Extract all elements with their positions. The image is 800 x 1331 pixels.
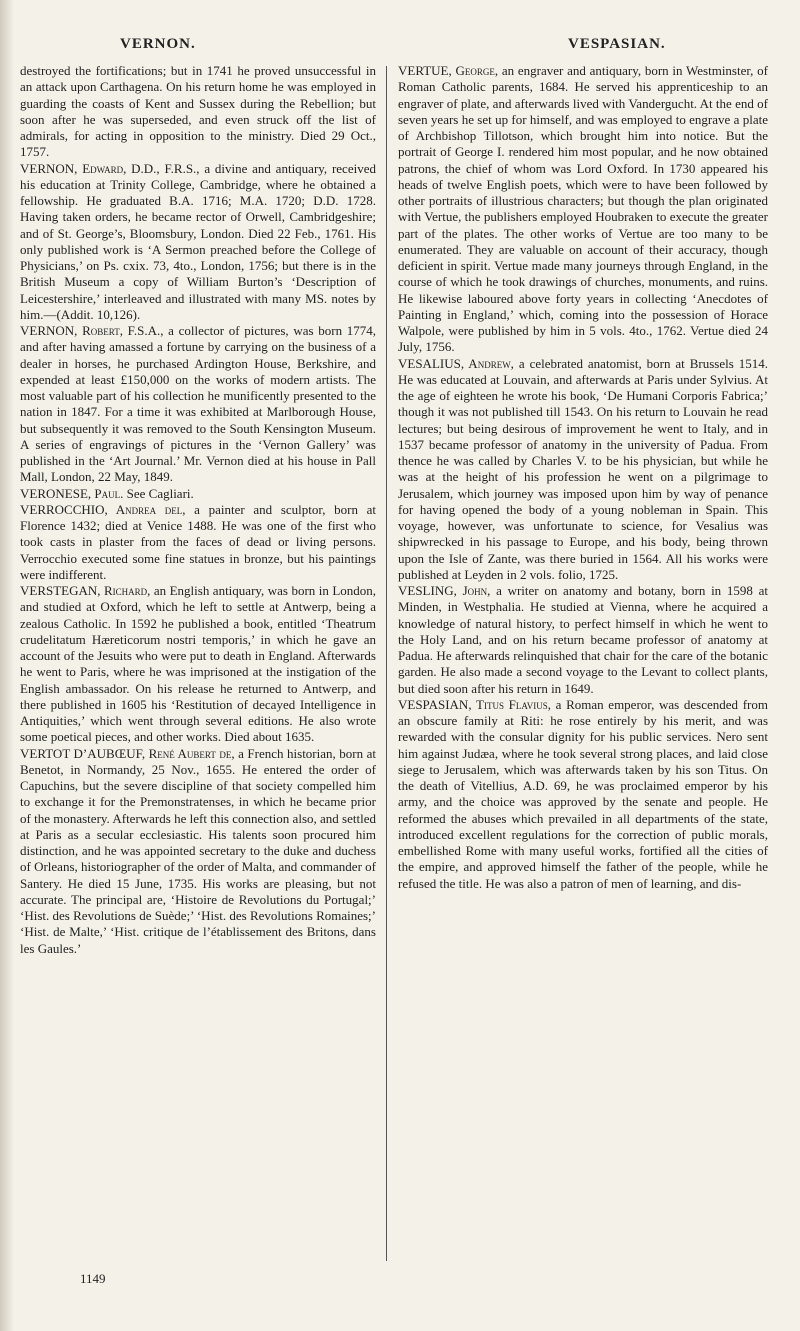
entry-text: a divine and antiquary, received his education at Trinity College, Cambridge, where he obtained a fellowship. He graduated B.A. 1716; M.A. 1720; D.D. 1728. Having taken orders, he became rector of Orwell, Cambridgeshire; and of St. George’s, Bloomsbury, London. Died 22 Feb., 1761. His only published work is ‘A Sermon preached before the College of Physicians,’ on Ps. cxix. 73, 4to., London, 1756; but there is in the British Museum a copy of William Burton’s ‘Description of Leicestershire,’ interleaved and illustrated with many MS. notes by him.—(Addit. 10,126). [20,160,376,322]
page-number: 1149 [80,1271,106,1286]
entry-headword: VERROCCHIO, Andrea del, [20,501,186,517]
dictionary-entry [20,583,376,746]
dictionary-entry [398,63,768,356]
entry-text: See Cagliari. [123,485,194,501]
dictionary-entry [20,63,376,161]
dictionary-entry [20,161,376,324]
running-header-left: VERNON. [120,36,196,52]
dictionary-entry [20,502,376,583]
entry-headword: VESLING, John, [398,583,491,598]
dictionary-entry [398,356,768,584]
page-gutter-shadow [0,0,14,1331]
entry-text: an engraver and antiquary, born in Westminster, of Roman Catholic parents, 1684. He served his apprenticeship to an engraver of plate, and afterwards lived with Vandergucht. At the end of seven years he set up for himself, and was employed to engrave a plate of Archbishop Tillotson, which brought him into notice. But the portrait of George I. rendered him most popular, and he now obtained patrons, the chief of whom was Lord Oxford. In 1730 appeared his heads of twelve English poets, which were to have been followed by other portraits of illustrious characters; but though the plan originated with Vertue, the publishers employed Houbraken to execute the greater part of the plates. The other works of Vertue are too many to be enumerated. They are valuable on account of their accuracy, though deficient in spirit. Vertue made many journeys through England, in the course of which he took drawings of churches, monuments, and ruins. He likewise laboured above forty years in collecting ‘Anecdotes of Painting in England,’ which, coming into the possession of Horace Walpole, were published by him in 5 vols. 4to., 1762. Vertue died 24 July, 1756. [398,63,769,355]
right-column [398,63,768,892]
entry-text: a celebrated anatomist, born at Brussels 1514. He was educated at Louvain, and afterwards at Paris under Sylvius. At the age of eighteen he wrote his book, ‘De Humani Corporis Fabrica;’ though it was not published till 1543. On his return to Louvain he read lectures; but being desirous of improvement he went to Italy, and in 1537 became professor of anatomy in the university of Padua. From thence he was called by Charles V. to be his physician, but while he was at the height of his profession he went on a pilgrimage to Jerusalem, which journey was imposed upon him by way of penance for having opened the body of a young nobleman in Spain. This voyage, however, was unfortunate to science, for Vesalius was shipwrecked in his passage to Europe, and his body, being thrown upon the Isle of Zante, was there buried in 1564. All his works were published at Leyden in 2 vols. folio, 1725. [398,355,768,582]
entry-headword: VERNON, Robert, F.S.A., [20,323,164,338]
entry-headword: VERTUE, George, [398,63,499,78]
left-column [20,63,376,957]
dictionary-entry [398,697,768,892]
column-divider [386,66,387,1261]
entry-headword: VERONESE, Paul. [20,485,124,501]
entry-headword: VESPASIAN, Titus Flavius, [398,696,551,712]
entry-text: a Roman emperor, was descended from an obscure family at Riti: he rose entirely by his merit, and was rewarded with the consular dignity for his public services. Nero sent him against Judæa, where he took several strong places, and laid close siege to Jerusalem, which was afterwards taken by his son Titus. On the death of Vitellius, A.D. 69, he was proclaimed emperor by his army, and the choice was approved by the senate and people. He reformed the abuses which prevailed in all departments of the state, introduced excellent regulations for the correction of public morals, embellished Rome with many useful works, fortified all the cities of the empire, and approved himself the father of the people, while he refused the title. He was also a patron of men of learning, and dis- [398,696,768,891]
dictionary-entry [20,486,376,502]
dictionary-entry [398,583,768,697]
entry-text: a collector of pictures, was born 1774, and after having amassed a fortune by carrying on the business of a dealer in horses, he purchased Ardington House, Berkshire, and expended at least £150,000 on the works of modern artists. The most valuable part of his collection he munificently presented to the nation in 1847. For a time it was exhibited at Marlborough House, but subsequently it was removed to the South Kensington Museum. A series of engravings of pictures in the ‘Vernon Gallery’ was published in the ‘Art Journal.’ Mr. Vernon died at his house in Pall Mall, London, 22 May, 1849. [20,323,376,485]
entry-headword: VESALIUS, Andrew, [398,355,514,371]
entry-text: a painter and sculptor, born at Florence 1432; died at Venice 1488. He was one of the first who took casts in plaster from the faces of dead or living persons. Verrocchio executed some fine statues in bronze, but his paintings were indifferent. [20,501,376,582]
dictionary-entry [20,323,376,486]
entry-headword: VERNON, Edward, D.D., F.R.S., [20,160,200,176]
entry-text: a writer on anatomy and botany, born in 1598 at Minden, in Westphalia. He studied at Vienna, where he acquired a knowledge of natural history, to perfect himself in which he went to the Holy Land, and on his return became professor of anatomy at Padua. He afterwards relinquished that chair for the care of the botanic garden. He also made a second voyage to the Levant to collect plants, but died soon after his return in 1649. [398,583,768,696]
entry-text: an English antiquary, was born in London, and studied at Oxford, which he left to settle at Antwerp, being a zealous Catholic. In 1592 he published a book, entitled ‘Theatrum crudelitatum Hæreticorum nostri temporis,’ in which he gave an account of the Jesuits who were put to death in England. Afterwards he went to Paris, where he was imprisoned at the instigation of the English ambassador. On his release he returned to Antwerp, and there published in 1605 his ‘Restitution of decayed Intelligence in Antiquities,’ which went through several editions. He also wrote some poetical pieces, and other works. Died about 1635. [20,583,377,745]
entry-headword: VERTOT D’AUBŒUF, René Aubert de, [20,745,235,761]
running-header-right: VESPASIAN. [568,36,666,52]
entry-text: destroyed the fortifications; but in 1741 he proved unsuccessful in an attack upon Carthagena. On his return home he was employed in guarding the coasts of Kent and Sussex during the Rebellion; but soon after he was superseded, and even struck off the list of admirals, for acting in opposition to the ministry. Died 29 Oct., 1757. [20,63,376,160]
entry-text: a French historian, born at Benetot, in Normandy, 25 Nov., 1655. He entered the order of Capuchins, but the severe discipline of that society compelled him to exchange it for the Premonstratenses, in which he became prior of the monastery. Afterwards he left this connection also, and settled at Paris as a secular ecclesiastic. His talents soon procured him distinction, and he was appointed secretary to the duke and duchess of Orleans, historiographer of the order of Malta, and commander of Santery. He died 15 June, 1735. His works are pleasing, but not accurate. The principal are, ‘Histoire de Revolutions du Portugal;’ ‘Hist. des Revolutions de Suède;’ ‘Hist. des Revolutions Romaines;’ ‘Hist. de Malte,’ ‘Hist. critique de l’établissement des Britons, dans les Gaules.’ [20,745,376,956]
entry-headword: VERSTEGAN, Richard, [20,583,151,598]
dictionary-entry [20,746,376,957]
